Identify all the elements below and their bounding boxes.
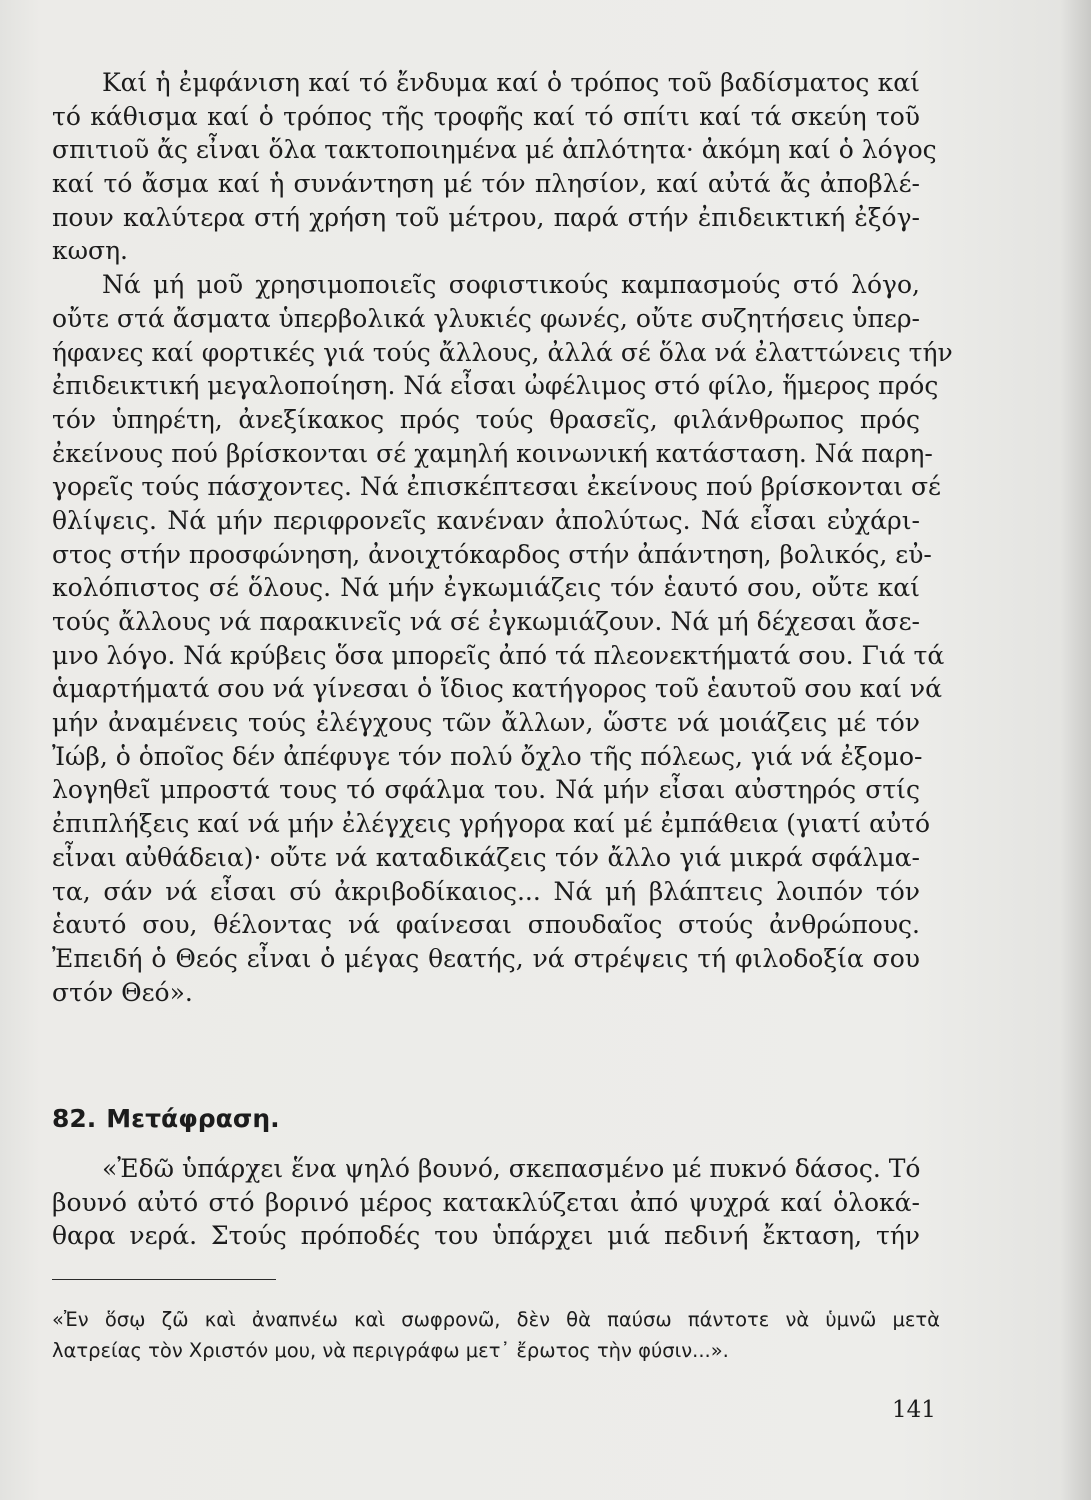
body-text-continued bbox=[52, 1152, 920, 1253]
text-line: τό κάθισμα καί ὁ τρόπος τῆς τροφῆς καί τό σπίτι καί τά σκεύη τοῦ bbox=[52, 101, 920, 131]
text-line: ἐπιπλήξεις καί νά μήν ἐλέγχεις γρήγορα καί μέ ἐμπάθεια (γιατί αὐτό bbox=[52, 809, 931, 839]
text-line: στος στήν προσφώνηση, ἀνοιχτόκαρδος στήν ἀπάντηση, βολικός, εὐ- bbox=[52, 539, 932, 569]
text-line: κολόπιστος σέ ὅλους. Νά μήν ἐγκωμιάζεις τόν ἑαυτό σου, οὔτε καί bbox=[52, 573, 920, 603]
text-line: Ἐπειδή ὁ Θεός εἶναι ὁ μέγας θεατής, νά στρέψεις τή φιλοδοξία σου bbox=[52, 943, 920, 973]
text-line: τούς ἄλλους νά παρακινεῖς νά σέ ἐγκωμιάζουν. Νά μή δέχεσαι ἄσε- bbox=[52, 607, 920, 636]
section-title: Μετάφραση. bbox=[106, 1104, 280, 1133]
text-line: θλίψεις. Νά μήν περιφρονεῖς κανέναν ἀπολύτως. Νά εἶσαι εὐχάρι- bbox=[52, 505, 920, 535]
text-line: στόν Θεό». bbox=[52, 977, 193, 1007]
footnote bbox=[52, 1304, 940, 1366]
text-line: Καί ἡ ἐμφάνιση καί τό ἔνδυμα καί ὁ τρόπος τοῦ βαδίσματος καί bbox=[102, 68, 920, 97]
page-number: 141 bbox=[892, 1397, 936, 1423]
section-heading bbox=[52, 1102, 290, 1136]
text-line: σπιτιοῦ ἄς εἶναι ὅλα τακτοποιημένα μέ ἀπλότητα· ἀκόμη καί ὁ λόγος bbox=[52, 135, 937, 165]
text-line: μνο λόγο. Νά κρύβεις ὅσα μπορεῖς ἀπό τά πλεονεκτήματά σου. Γιά τά bbox=[52, 640, 945, 670]
text-line: τα, σάν νά εἶσαι σύ ἀκριβοδίκαιος... Νά μή βλάπτεις λοιπόν τόν bbox=[52, 876, 920, 906]
footnote-line: λατρείας τὸν Χριστόν μου, νὰ περιγράφω μετ᾽ ἔρωτος τὴν φύσιν...». bbox=[52, 1339, 729, 1362]
text-line: μήν ἀναμένεις τούς ἐλέγχους τῶν ἄλλων, ὥστε νά μοιάζεις μέ τόν bbox=[52, 708, 920, 738]
text-line: τόν ὑπηρέτη, ἀνεξίκακος πρός τούς θρασεῖς, φιλάνθρωπος πρός bbox=[52, 404, 920, 434]
text-line: Νά μή μοῦ χρησιμοποιεῖς σοφιστικούς καμπασμούς στό λόγο, bbox=[102, 270, 920, 300]
section-number: 82. bbox=[52, 1104, 97, 1133]
text-line: θαρα νερά. Στούς πρόποδές του ὑπάρχει μιά πεδινή ἔκταση, τήν bbox=[52, 1221, 920, 1251]
body-text bbox=[52, 66, 953, 1009]
text-line: Ἰώβ, ὁ ὁποῖος δέν ἀπέφυγε τόν πολύ ὄχλο τῆς πόλεως, γιά νά ἐξομο- bbox=[52, 741, 923, 771]
text-line: οὔτε στά ἄσματα ὑπερβολικά γλυκιές φωνές, οὔτε συζητήσεις ὑπερ- bbox=[52, 303, 920, 333]
text-line: ἁμαρτήματά σου νά γίνεσαι ὁ ἴδιος κατήγορος τοῦ ἑαυτοῦ σου καί νά bbox=[52, 674, 942, 704]
text-line: βουνό αὐτό στό βορινό μέρος κατακλύζεται ἀπό ψυχρά καί ὁλοκά- bbox=[52, 1187, 920, 1217]
text-line: «Ἐδῶ ὑπάρχει ἕνα ψηλό βουνό, σκεπασμένο μέ πυκνό δάσος. Τό bbox=[102, 1154, 921, 1183]
text-line: ἑαυτό σου, θέλοντας νά φαίνεσαι σπουδαῖος στούς ἀνθρώπους. bbox=[52, 910, 920, 940]
text-line: καί τό ἄσμα καί ἡ συνάντηση μέ τόν πλησίον, καί αὐτά ἄς ἀποβλέ- bbox=[52, 169, 920, 199]
text-line: γορεῖς τούς πάσχοντες. Νά ἐπισκέπτεσαι ἐκείνους πού βρίσκονται σέ bbox=[52, 472, 941, 502]
text-line: ήφανες καί φορτικές γιά τούς ἄλλους, ἀλλά σέ ὅλα νά ἐλαττώνεις τήν bbox=[52, 337, 953, 367]
text-line: πουν καλύτερα στή χρήση τοῦ μέτρου, παρά στήν ἐπιδεικτική ἐξόγ- bbox=[52, 202, 920, 232]
footnote-line: «Ἐν ὅσῳ ζῶ καὶ ἀναπνέω καὶ σωφρονῶ, δὲν θὰ παύσω πάντοτε νὰ ὑμνῶ μετὰ bbox=[52, 1308, 940, 1331]
footnote-rule bbox=[52, 1279, 276, 1280]
text-line: ἐπιδεικτική μεγαλοποίηση. Νά εἶσαι ὠφέλιμος στό φίλο, ἥμερος πρός bbox=[52, 371, 939, 401]
text-line: λογηθεῖ μπροστά τους τό σφάλμα του. Νά μήν εἶσαι αὐστηρός στίς bbox=[52, 775, 920, 805]
text-line: ἐκείνους πού βρίσκονται σέ χαμηλή κοινωνική κατάσταση. Νά παρη- bbox=[52, 438, 933, 468]
text-line: κωση. bbox=[52, 236, 129, 266]
text-line: εἶναι αὐθάδεια)· οὔτε νά καταδικάζεις τόν ἄλλο γιά μικρά σφάλμα- bbox=[52, 842, 920, 872]
